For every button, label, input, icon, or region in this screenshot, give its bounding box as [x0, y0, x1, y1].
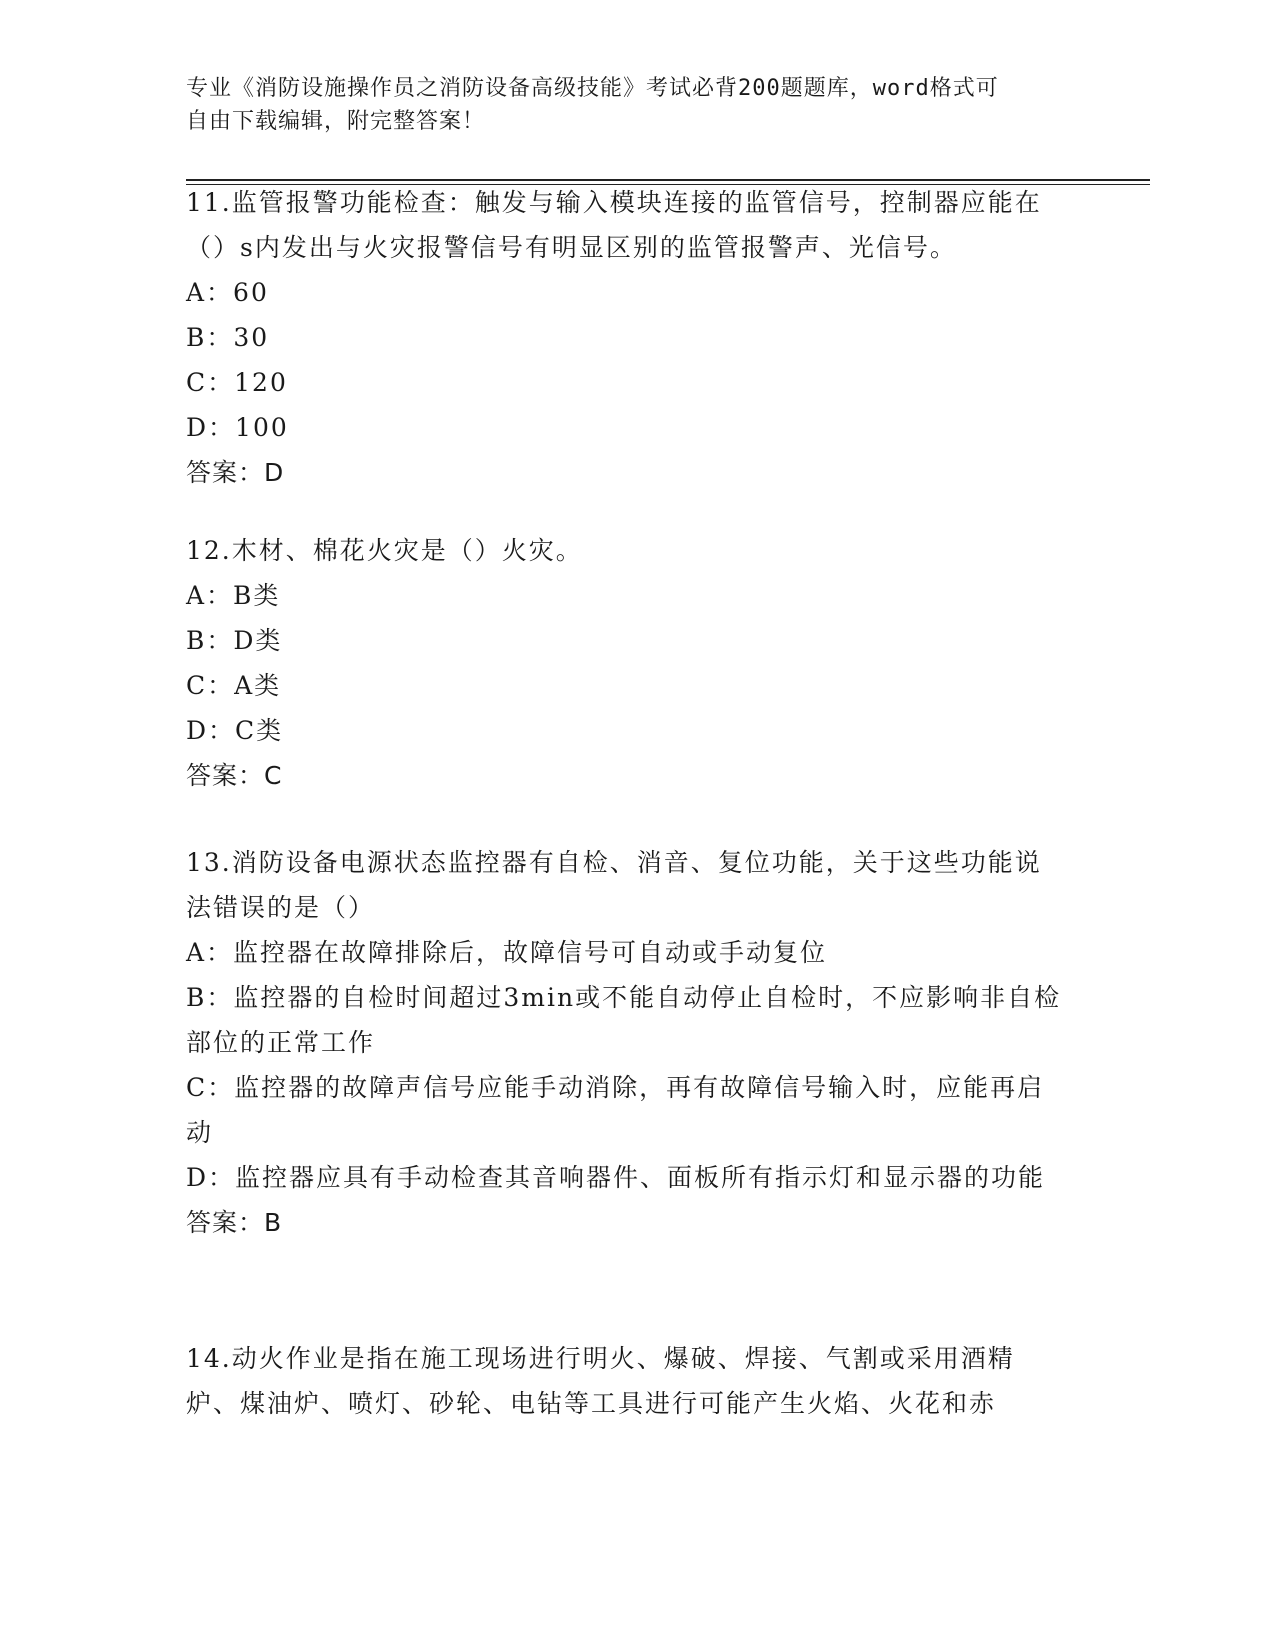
- answer-line: 答案：D: [186, 458, 285, 487]
- option-c: C：120: [186, 368, 288, 397]
- question-12: [186, 528, 1066, 798]
- question-stem: 11.监管报警功能检查：触发与输入模块连接的监管信号，控制器应能在（）s内发出与火灾报警信号有明显区别的监管报警声、光信号。: [186, 188, 1042, 262]
- option-b: B：监控器的自检时间超过3min或不能自动停止自检时，不应影响非自检部位的正常工作: [186, 983, 1062, 1057]
- option-d: D：100: [186, 413, 289, 442]
- question-14: [186, 1336, 1066, 1426]
- answer-line: 答案：C: [186, 761, 283, 790]
- option-a: A：60: [186, 278, 269, 307]
- question-stem: 13.消防设备电源状态监控器有自检、消音、复位功能，关于这些功能说法错误的是（）: [186, 848, 1042, 922]
- question-13: [186, 840, 1066, 1245]
- document-header: 专业《消防设施操作员之消防设备高级技能》考试必背200题题库，word格式可 自由下载编辑，附完整答案！: [186, 76, 999, 134]
- answer-line: 答案：B: [186, 1208, 283, 1237]
- option-b: B：30: [186, 323, 270, 352]
- option-d: D：监控器应具有手动检查其音响器件、面板所有指示灯和显示器的功能: [186, 1163, 1046, 1192]
- option-a: A：B类: [186, 581, 281, 610]
- question-11: [186, 180, 1066, 495]
- question-stem: 12.木材、棉花火灾是（）火灾。: [186, 536, 583, 565]
- option-d: D：C类: [186, 716, 284, 745]
- option-a: A：监控器在故障排除后，故障信号可自动或手动复位: [186, 938, 828, 967]
- option-b: B：D类: [186, 626, 283, 655]
- question-stem: 14.动火作业是指在施工现场进行明火、爆破、焊接、气割或采用酒精炉、煤油炉、喷灯、砂轮、电钻等工具进行可能产生火焰、火花和赤: [186, 1344, 1015, 1418]
- option-c: C：监控器的故障声信号应能手动消除，再有故障信号输入时，应能再启动: [186, 1073, 1045, 1147]
- option-c: C：A类: [186, 671, 282, 700]
